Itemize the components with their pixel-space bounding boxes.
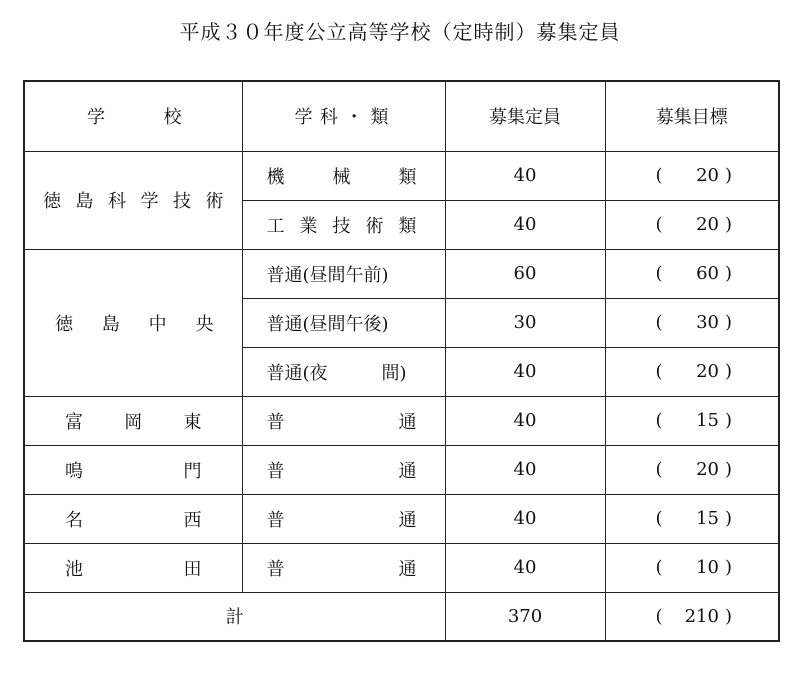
goal-value: 20: [696, 459, 719, 480]
paren-close: ): [724, 605, 732, 627]
total-row: [24, 592, 779, 641]
goal-cell: [605, 298, 779, 347]
paren-open: (: [655, 605, 663, 627]
school-cell-meisai: [24, 494, 242, 543]
course-char: 通: [398, 558, 417, 580]
goal-value: 15: [696, 410, 719, 431]
goal-cell: [605, 200, 779, 249]
school-char: 術: [205, 191, 224, 212]
school-char: 技: [173, 191, 191, 212]
course-text: 普通(昼間午前): [266, 264, 389, 286]
total-label: 計: [24, 592, 445, 641]
course-char: 業: [299, 215, 318, 237]
school-char: 池: [65, 558, 83, 580]
goal-value: 20: [696, 361, 719, 382]
course-char: 技: [332, 215, 351, 237]
quota-cell: 40: [445, 445, 605, 494]
page-title: 平成３０年度公立高等学校（定時制）募集定員: [179, 20, 621, 44]
paren-open: (: [655, 165, 663, 186]
school-cell-ikeda: [24, 543, 242, 592]
goal-value: 60: [696, 263, 719, 284]
goal-value: 30: [696, 312, 719, 333]
table-row: [24, 543, 779, 592]
total-goal-value: 210: [684, 605, 719, 627]
course-char: 類: [398, 215, 417, 237]
paren-close: ): [724, 263, 732, 284]
course-char: 術: [365, 215, 384, 237]
goal-value: 20: [696, 214, 719, 235]
paren-open: (: [655, 361, 663, 382]
total-goal-cell: [605, 592, 779, 641]
school-char: 央: [195, 313, 214, 335]
course-char: 普: [266, 460, 285, 482]
school-char: 東: [183, 411, 202, 433]
school-char: 田: [183, 558, 202, 580]
goal-cell: [605, 347, 779, 396]
paren-close: ): [724, 361, 732, 382]
table-header-row: [24, 81, 779, 151]
school-cell-tomioka-higashi: [24, 396, 242, 445]
course-text: 普通(昼間午後): [266, 313, 389, 335]
course-char: 普: [266, 558, 285, 580]
quota-cell: 40: [445, 396, 605, 445]
total-quota-cell: 370: [445, 592, 605, 641]
paren-close: ): [724, 459, 732, 480]
school-cell-naruto: [24, 445, 242, 494]
school-char: 島: [101, 313, 120, 335]
table-row: [24, 494, 779, 543]
table-row: [24, 445, 779, 494]
goal-value: 10: [696, 557, 719, 578]
quota-table: [23, 80, 780, 642]
paren-open: (: [655, 508, 663, 529]
quota-cell: 40: [445, 494, 605, 543]
header-course-char: ・: [345, 107, 364, 129]
course-cell: [242, 347, 445, 396]
paren-close: ): [724, 312, 732, 333]
table-row: [24, 151, 779, 200]
paren-open: (: [655, 459, 663, 480]
school-cell-tokushima-chuo: [24, 249, 242, 396]
quota-cell: 40: [445, 151, 605, 200]
header-school-char: 学: [87, 107, 105, 129]
paren-close: ): [724, 165, 732, 186]
course-cell: [242, 200, 445, 249]
course-char: 工: [266, 215, 285, 237]
paren-open: (: [655, 263, 663, 284]
paren-open: (: [655, 557, 663, 578]
paren-open: (: [655, 410, 663, 431]
quota-cell: 40: [445, 200, 605, 249]
course-cell: [242, 445, 445, 494]
quota-cell: 60: [445, 249, 605, 298]
course-cell: [242, 396, 445, 445]
goal-cell: [605, 396, 779, 445]
school-char: 中: [148, 313, 167, 335]
course-cell: [242, 543, 445, 592]
course-text-left: 普通(夜: [266, 362, 328, 384]
school-char: 徳: [43, 191, 61, 212]
goal-cell: [605, 151, 779, 200]
header-goal: 募集目標: [605, 81, 779, 151]
quota-cell: 40: [445, 347, 605, 396]
header-course-char: 学: [294, 107, 313, 129]
header-course-char: 科: [319, 107, 338, 129]
course-cell: [242, 298, 445, 347]
school-char: 富: [65, 411, 83, 433]
course-char: 通: [398, 509, 417, 531]
paren-close: ): [724, 508, 732, 529]
school-char: 島: [75, 191, 94, 212]
school-char: 学: [140, 191, 159, 212]
paren-open: (: [655, 214, 663, 235]
paren-close: ): [724, 214, 732, 235]
school-char: 科: [108, 191, 126, 212]
course-cell: [242, 151, 445, 200]
quota-cell: 30: [445, 298, 605, 347]
course-text-right: 間): [381, 362, 407, 384]
course-char: 通: [398, 411, 417, 433]
course-char: 普: [266, 509, 285, 531]
school-char: 西: [183, 509, 202, 531]
school-char: 鳴: [65, 460, 83, 482]
goal-cell: [605, 494, 779, 543]
header-course-char: 類: [370, 107, 389, 129]
quota-cell: 40: [445, 543, 605, 592]
table-row: [24, 396, 779, 445]
course-cell: [242, 249, 445, 298]
header-school-char: 校: [163, 107, 182, 129]
school-char: 門: [183, 460, 202, 482]
paren-close: ): [724, 410, 732, 431]
course-char: 械: [332, 166, 351, 188]
school-char: 岡: [124, 411, 143, 433]
header-school: [24, 81, 242, 151]
course-char: 普: [266, 411, 285, 433]
course-cell: [242, 494, 445, 543]
header-course: [242, 81, 445, 151]
course-char: 通: [398, 460, 417, 482]
course-char: 類: [398, 166, 417, 188]
goal-cell: [605, 249, 779, 298]
school-char: 徳: [55, 313, 73, 335]
school-cell-tokushima-kagaku: [24, 151, 242, 249]
paren-open: (: [655, 312, 663, 333]
header-quota: 募集定員: [445, 81, 605, 151]
table-row: [24, 249, 779, 298]
school-char: 名: [65, 509, 83, 531]
course-char: 機: [266, 166, 285, 188]
goal-cell: [605, 543, 779, 592]
paren-close: ): [724, 557, 732, 578]
goal-value: 20: [696, 165, 719, 186]
goal-value: 15: [696, 508, 719, 529]
goal-cell: [605, 445, 779, 494]
